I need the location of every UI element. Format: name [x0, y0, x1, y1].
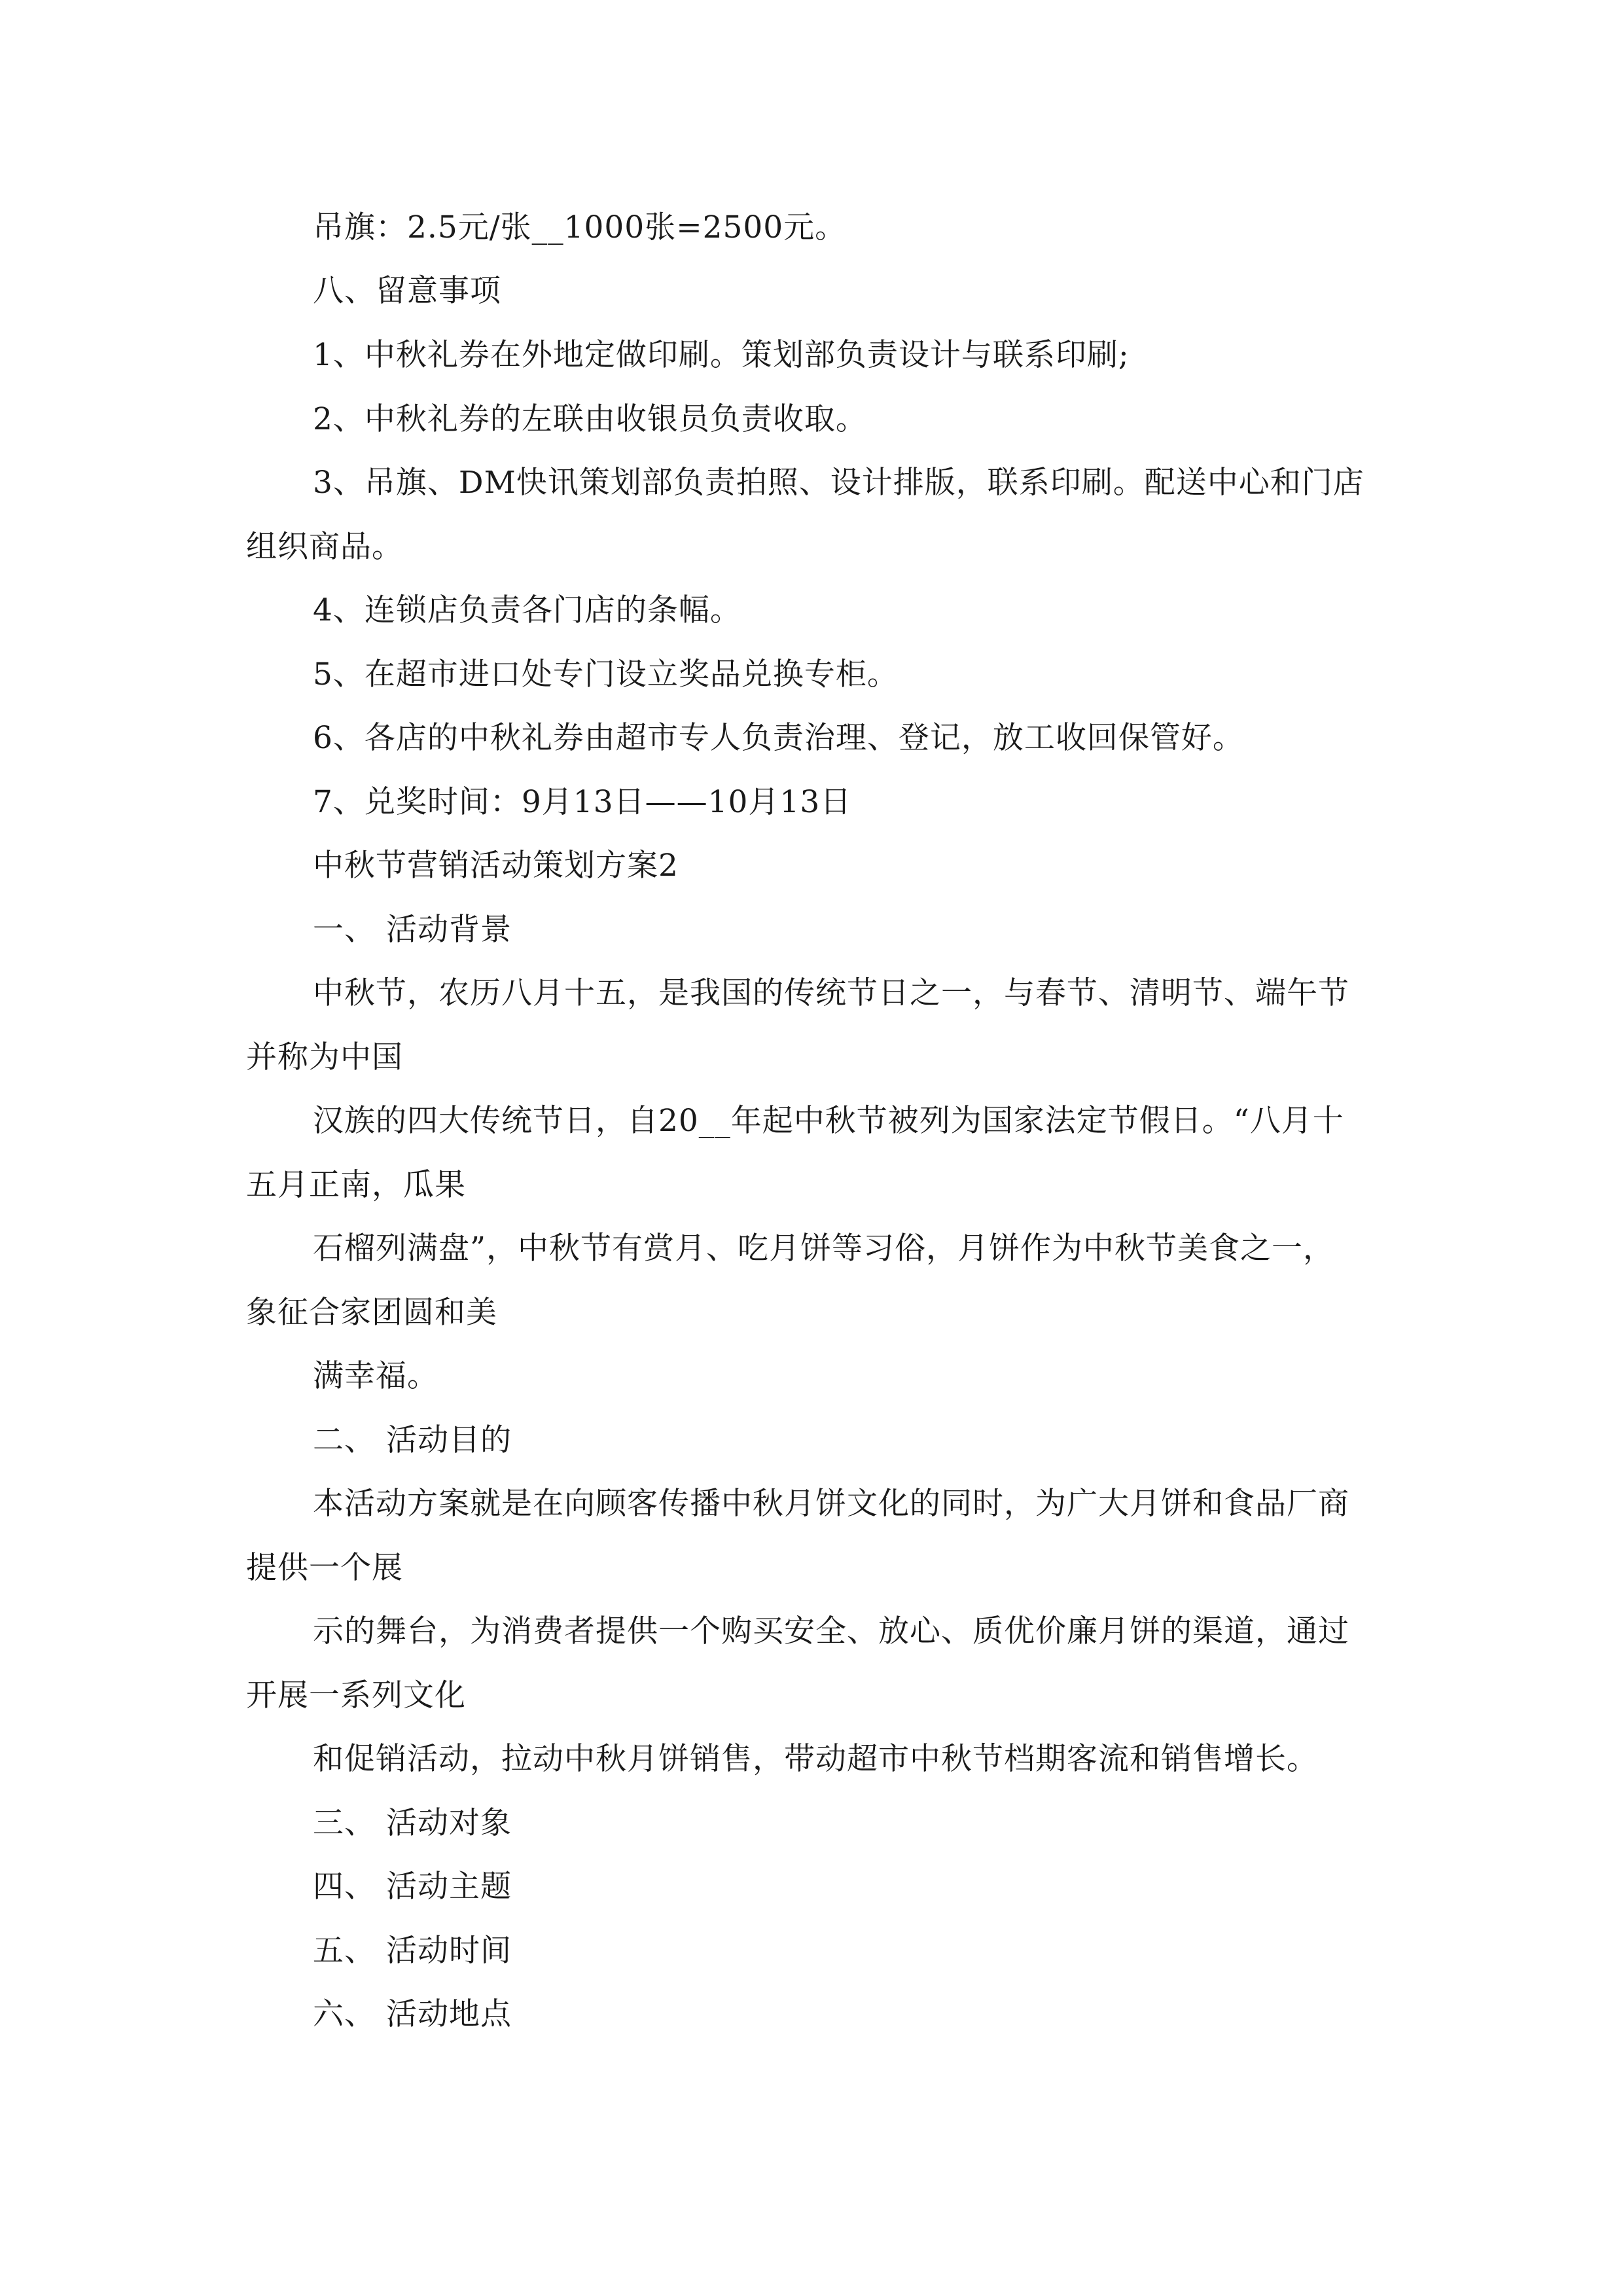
section-heading: 五、 活动时间: [313, 1933, 512, 1969]
text-line: 中秋节，农历八月十五，是我国的传统节日之一，与春节、清明节、端午节: [313, 975, 1349, 1011]
section-heading: 三、 活动对象: [313, 1805, 512, 1841]
text-line: 2、中秋礼券的左联由收银员负责收取。: [313, 401, 867, 437]
section-heading: 四、 活动主题: [313, 1869, 512, 1905]
document-title: 中秋节营销活动策划方案2: [313, 848, 679, 884]
text-line: 石榴列满盘”，中秋节有赏月、吃月饼等习俗，月饼作为中秋节美食之一，: [313, 1230, 1335, 1266]
text-line: 组织商品。: [246, 529, 403, 565]
text-line: 和促销活动，拉动中秋月饼销售，带动超市中秋节档期客流和销售增长。: [313, 1741, 1318, 1777]
text-line: 7、兑奖时间：9月13日——10月13日: [313, 784, 852, 820]
text-line: 五月正南，瓜果: [246, 1167, 466, 1203]
text-line: 满幸福。: [313, 1358, 438, 1394]
text-line: 提供一个展: [246, 1550, 403, 1586]
text-line: 3、吊旗、DM快讯策划部负责拍照、设计排版，联系印刷。配送中心和门店: [313, 465, 1364, 501]
text-line: 汉族的四大传统节日，自20__年起中秋节被列为国家法定节假日。“八月十: [313, 1103, 1344, 1139]
text-line: 5、在超市进口处专门设立奖品兑换专柜。: [313, 656, 899, 692]
section-heading: 八、留意事项: [313, 273, 501, 309]
section-heading: 二、 活动目的: [313, 1422, 512, 1458]
text-line: 本活动方案就是在向顾客传播中秋月饼文化的同时，为广大月饼和食品厂商: [313, 1486, 1349, 1522]
text-line: 开展一系列文化: [246, 1677, 466, 1713]
text-line: 1、中秋礼券在外地定做印刷。策划部负责设计与联系印刷;: [313, 337, 1130, 373]
text-line: 4、连锁店负责各门店的条幅。: [313, 592, 741, 628]
text-line: 象征合家团圆和美: [246, 1295, 497, 1331]
text-line: 吊旗：2.5元/张__1000张=2500元。: [313, 209, 847, 245]
section-heading: 一、 活动背景: [313, 912, 512, 948]
text-line: 6、各店的中秋礼券由超市专人负责治理、登记，放工收回保管好。: [313, 720, 1244, 756]
section-heading: 六、 活动地点: [313, 1996, 512, 2032]
text-line: 并称为中国: [246, 1039, 403, 1075]
text-line: 示的舞台，为消费者提供一个购买安全、放心、质优价廉月饼的渠道，通过: [313, 1613, 1349, 1649]
